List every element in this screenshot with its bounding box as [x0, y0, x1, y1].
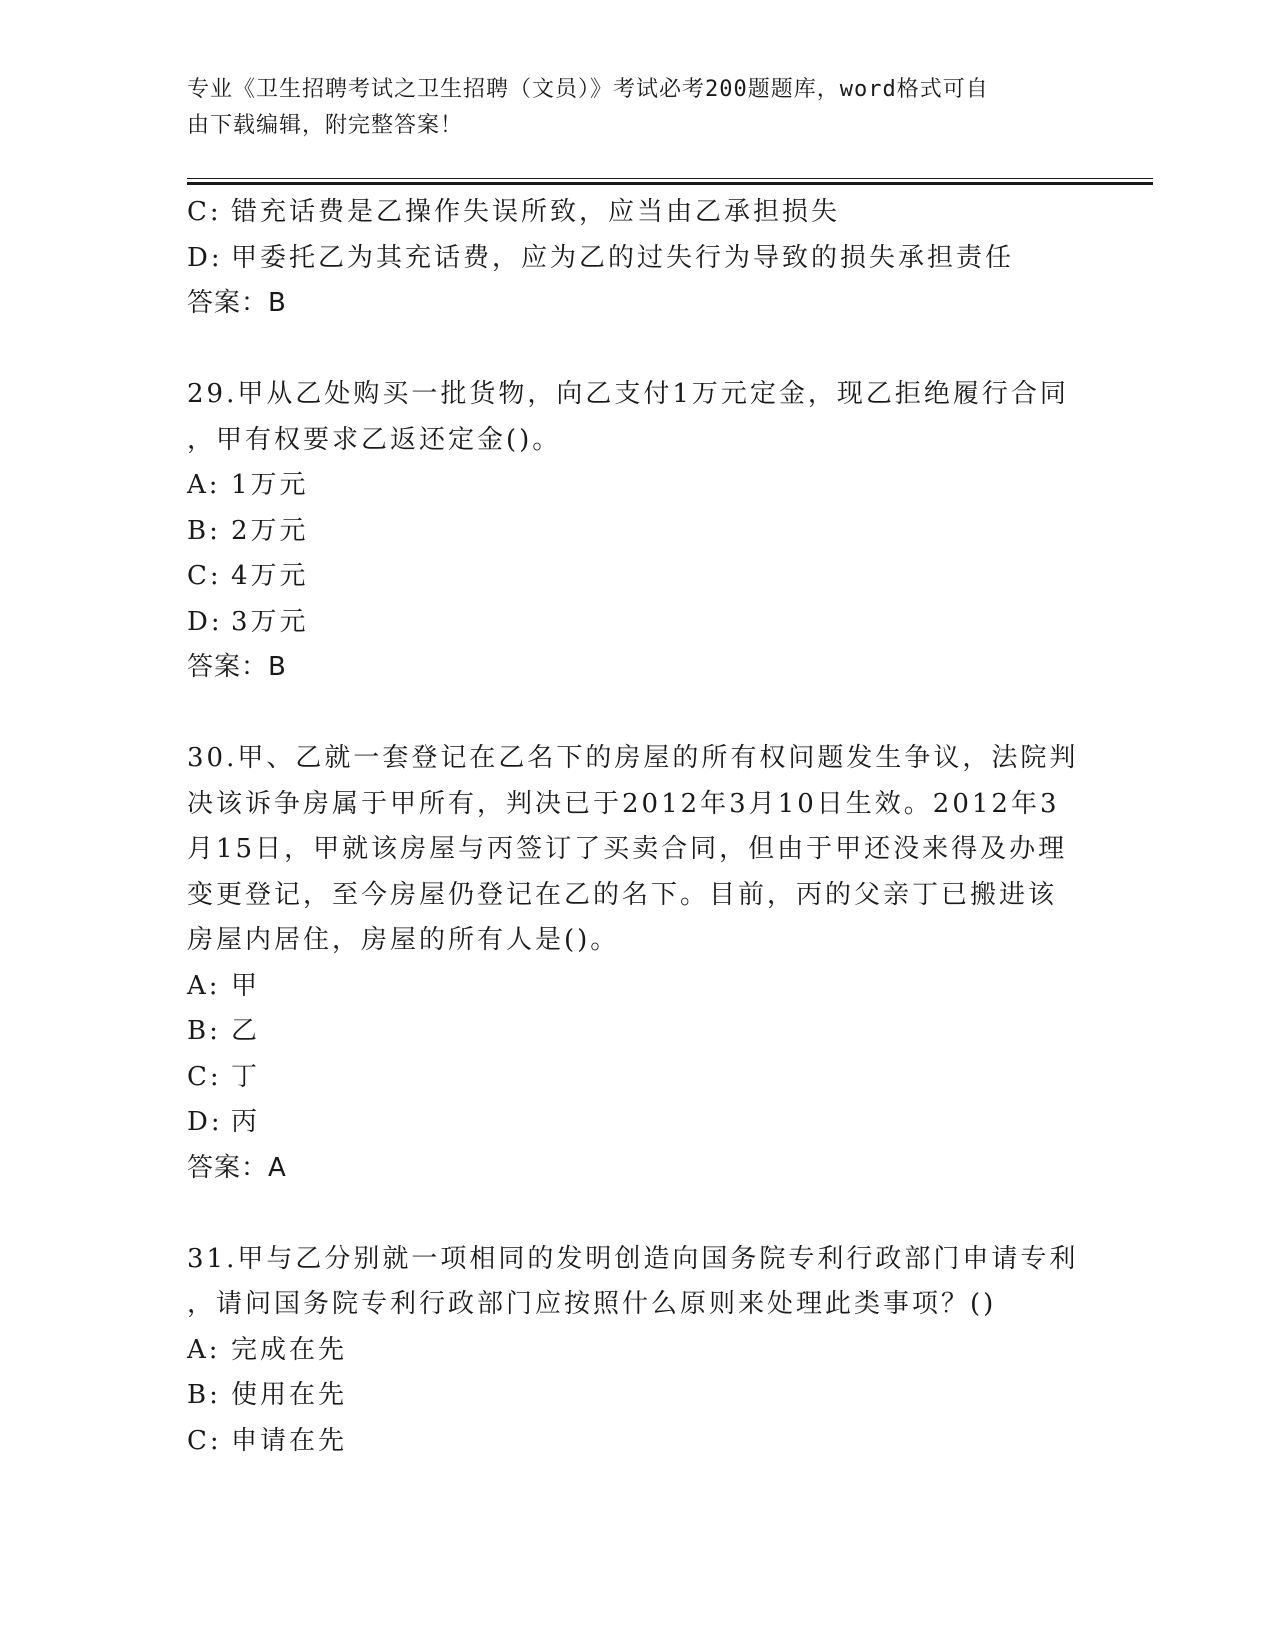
header-divider-thick [187, 182, 1153, 185]
option-key: D: [187, 606, 223, 637]
option-key: B: [187, 515, 221, 546]
document-header [187, 72, 1067, 144]
option-key: B: [187, 1380, 221, 1410]
option-text: 丁 [231, 1061, 261, 1092]
option-b [187, 509, 1087, 555]
option-key: D: [187, 1107, 223, 1137]
option-text: 申请在先 [231, 1425, 348, 1456]
option-key: B: [187, 1016, 221, 1046]
question-stem-line: 房屋内居住，房屋的所有人是()。 [187, 925, 620, 955]
question-stem-line: 变更登记，至今房屋仍登记在乙的名下。目前，丙的父亲丁已搬进该 [187, 879, 1058, 910]
option-text: 4万元 [231, 561, 309, 591]
question-stem-line: 29.甲从乙处购买一批货物，向乙支付1万元定金，现乙拒绝履行合同 [187, 379, 1069, 409]
option-text: 3万元 [231, 606, 309, 637]
header-line-2: 由下载编辑，附完整答案！ [187, 113, 464, 138]
option-a [187, 1328, 1087, 1374]
question-30 [187, 736, 1087, 1191]
option-text: 丙 [231, 1107, 261, 1137]
question-28-continued [187, 190, 1087, 327]
answer-line: 答案：A [187, 1152, 287, 1183]
option-key: C: [187, 1061, 222, 1092]
question-stem-line: 月15日，甲就该房屋与丙签订了买卖合同，但由于甲还没来得及办理 [187, 834, 1068, 864]
question-list [187, 190, 1087, 1464]
option-d [187, 600, 1087, 646]
option-a [187, 463, 1087, 509]
option-b [187, 1373, 1087, 1419]
question-stem-line: ，甲有权要求乙返还定金()。 [187, 424, 562, 455]
option-key: A: [187, 1334, 221, 1365]
header-divider-thin [187, 178, 1153, 179]
option-c [187, 554, 1087, 600]
option-key: A: [187, 970, 221, 1001]
question-stem-line: ，请问国务院专利行政部门应按照什么原则来处理此类事项？() [187, 1289, 997, 1319]
option-key: C: [187, 1425, 222, 1456]
option-text: 甲委托乙为其充话费，应为乙的过失行为导致的损失承担责任 [231, 242, 1015, 273]
option-text: 甲 [231, 970, 261, 1001]
answer-line: 答案：B [187, 288, 287, 318]
question-stem-line: 31.甲与乙分别就一项相同的发明创造向国务院专利行政部门申请专利 [187, 1243, 1079, 1274]
option-c [187, 1055, 1087, 1101]
header-line-1: 专业《卫生招聘考试之卫生招聘（文员）》考试必考200题题库，word格式可自 [187, 77, 989, 102]
option-key: A: [187, 470, 221, 500]
option-key: C: [187, 561, 222, 591]
question-stem-line: 决该诉争房属于甲所有，判决已于2012年3月10日生效。2012年3 [187, 788, 1060, 819]
option-b [187, 1009, 1087, 1055]
answer-line: 答案：B [187, 652, 287, 682]
option-d [187, 1100, 1087, 1146]
option-d [187, 236, 1087, 282]
question-31 [187, 1237, 1087, 1465]
option-text: 乙 [231, 1016, 261, 1046]
question-29 [187, 372, 1087, 691]
option-key: C: [187, 197, 222, 227]
option-text: 2万元 [231, 515, 309, 546]
option-text: 完成在先 [231, 1334, 348, 1365]
option-c [187, 1419, 1087, 1465]
question-stem-line: 30.甲、乙就一套登记在乙名下的房屋的所有权问题发生争议，法院判 [187, 743, 1079, 773]
option-c [187, 190, 1087, 236]
option-a [187, 964, 1087, 1010]
option-key: D: [187, 242, 223, 273]
option-text: 使用在先 [231, 1380, 348, 1410]
option-text: 1万元 [231, 470, 309, 500]
option-text: 错充话费是乙操作失误所致，应当由乙承担损失 [231, 197, 841, 227]
